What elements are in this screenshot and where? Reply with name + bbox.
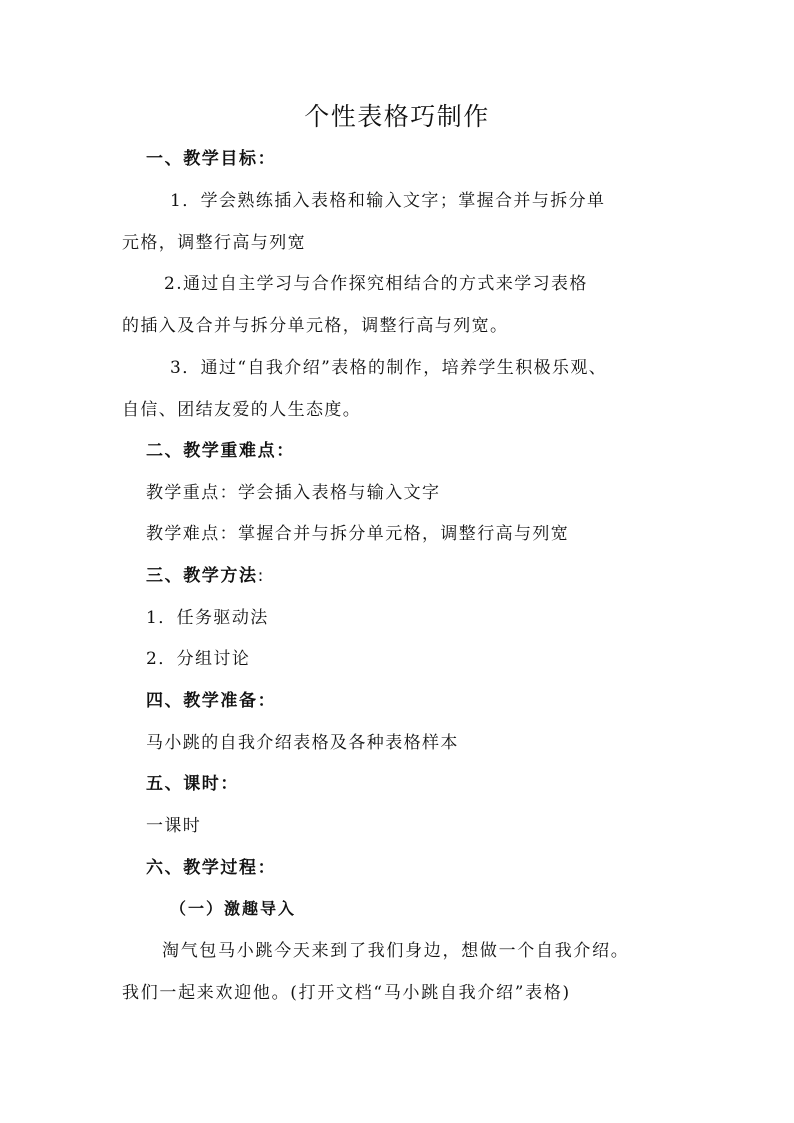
goal-3-line-2: 自信、团结友爱的人生态度。 xyxy=(122,400,362,420)
key-point-focus: 教学重点：学会插入表格与输入文字 xyxy=(146,483,441,503)
goal-1-line-1: 1．学会熟练插入表格和输入文字；掌握合并与拆分单 xyxy=(170,191,606,211)
section-heading-goals: 一、教学目标： xyxy=(146,149,277,169)
process-text-line-1: 淘气包马小跳今天来到了我们身边，想做一个自我介绍。 xyxy=(162,941,630,961)
section-heading-key-points: 二、教学重难点： xyxy=(146,441,295,461)
process-subheading: （一）激趣导入 xyxy=(170,899,297,918)
hours-text: 一课时 xyxy=(146,816,202,836)
section-heading-process: 六、教学过程： xyxy=(146,858,277,878)
goal-2-line-1: 2.通过自主学习与合作探究相结合的方式来学习表格 xyxy=(164,274,588,294)
methods-heading-colon: : xyxy=(257,566,265,586)
page-title: 个性表格巧制作 xyxy=(304,102,490,131)
methods-heading-text: 三、教学方法 xyxy=(146,566,258,586)
section-heading-methods xyxy=(146,564,265,588)
goal-3-line-1: 3．通过“自我介绍”表格的制作，培养学生积极乐观、 xyxy=(170,358,608,378)
goal-2-line-2: 的插入及合并与拆分单元格，调整行高与列宽。 xyxy=(122,316,509,336)
section-heading-hours: 五、课时： xyxy=(146,774,239,794)
prep-text: 马小跳的自我介绍表格及各种表格样本 xyxy=(146,733,459,753)
goal-1-line-2: 元格，调整行高与列宽 xyxy=(122,233,306,253)
section-heading-prep: 四、教学准备： xyxy=(146,691,277,711)
key-point-difficulty: 教学难点：掌握合并与拆分单元格，调整行高与列宽 xyxy=(146,524,570,544)
method-item-1: 1．任务驱动法 xyxy=(146,608,269,628)
process-text-line-2: 我们一起来欢迎他。(打开文档“马小跳自我介绍”表格) xyxy=(122,983,571,1003)
method-item-2: 2．分组讨论 xyxy=(146,649,251,669)
